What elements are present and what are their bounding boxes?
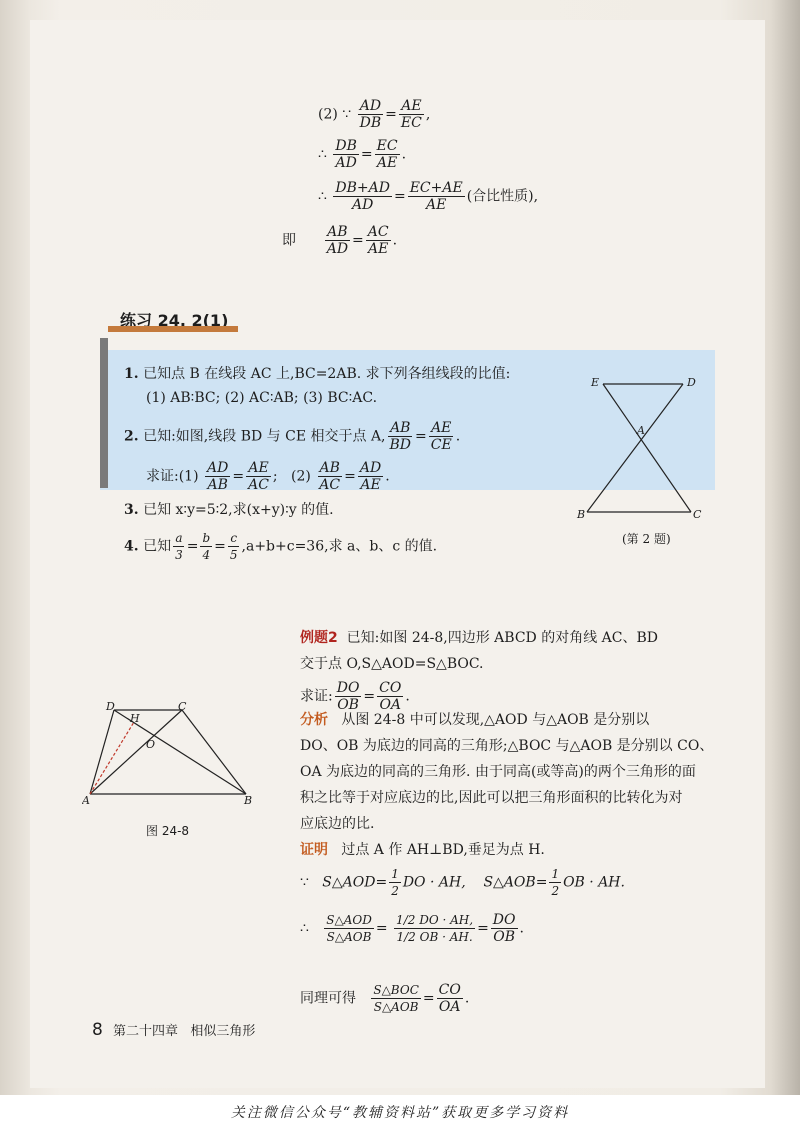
proof-line-3: ∴ $\frac{DB+AD}{AD}$ = $\frac{EC+AE}{AE}$ (合比性质), — [318, 180, 539, 213]
fraction: $\frac{AB}{AC}$ — [319, 460, 341, 493]
ji-label: 即 — [282, 232, 296, 249]
fraction: $\frac{b}{4}$ — [202, 531, 211, 562]
label-c: C — [693, 508, 702, 521]
exercise-figure — [575, 376, 715, 524]
example-text-1: 已知:如图 24-8,四边形 ABCD 的对角线 AC、BD — [346, 630, 659, 646]
analysis-line-3: 积之比等于对应底边的比,因此可以把三角形面积的比转化为对 — [300, 790, 683, 806]
fraction: $\frac{CO}{OA}$ — [379, 680, 402, 713]
exercise-side-bar — [100, 338, 108, 488]
chapter-label: 第二十四章 — [112, 1024, 178, 1039]
label-c: C — [178, 700, 187, 713]
fraction: $\frac{AC}{AE}$ — [367, 224, 389, 257]
exercise-q2-prove: 求证:(1) $\frac{AD}{AB}$ = $\frac{AE}{AC}$ ; (2) $\frac{AB}{AC}$ = $\frac{AD}{AE}$ . — [146, 460, 390, 493]
label-o: O — [146, 738, 156, 751]
fraction: $\frac{AD}{AB}$ — [207, 460, 229, 493]
fraction: $\frac{AB}{BD}$ — [389, 420, 412, 453]
exercise-title: 练习 24. 2(1) — [120, 311, 229, 330]
proof-ratio-line: ∴ $\frac{\text{S△AOD}}{\text{S△AOB}}$ = $\frac{1/2 DO \cdot AH,}{1/2 OB \cdot AH.}$ = $\frac{DO}{OB}$ . — [300, 912, 524, 945]
segment-ec — [603, 384, 691, 512]
proof-same-line: 同理可得 $\frac{\text{S△BOC}}{\text{S△AOB}}$ = $\frac{CO}{OA}$ . — [300, 982, 470, 1015]
exercise-q3: 3. 已知 x∶y=5∶2,求(x+y)∶y 的值. — [124, 502, 334, 518]
label-e: E — [591, 376, 600, 389]
watermark-caption: 关注微信公众号“教辅资料站”获取更多学习资料 — [0, 1095, 800, 1132]
chapter-title: 相似三角形 — [190, 1024, 256, 1039]
fraction: $\frac{1/2 DO \cdot AH,}{1/2 OB \cdot AH.}$ — [396, 913, 474, 944]
proof-line-4: 即 $\frac{AB}{AD}$ = $\frac{AC}{AE}$ . — [282, 224, 398, 257]
label-a: A — [82, 794, 90, 807]
exercise-q2: 2. 已知:如图,线段 BD 与 CE 相交于点 A, $\frac{AB}{BD}$ = $\frac{AE}{CE}$ . — [124, 420, 461, 453]
fraction: $\frac{\text{S△BOC}}{\text{S△AOB}}$ — [373, 983, 419, 1014]
example-label: 例题2 — [300, 630, 338, 646]
label-b: B — [577, 508, 586, 521]
fraction: $\frac{AD}{AE}$ — [359, 460, 382, 493]
fraction: $\frac{1}{2}$ — [551, 867, 560, 898]
label-a: A — [637, 424, 645, 437]
label-d: D — [106, 700, 115, 713]
label-h: H — [130, 712, 140, 725]
example-prove: 求证: $\frac{DO}{OB}$ = $\frac{CO}{OA}$ . — [300, 680, 410, 713]
fraction: $\frac{DB}{AD}$ — [335, 138, 357, 171]
fraction: $\frac{DO}{OB}$ — [336, 680, 360, 713]
page-footer — [92, 1020, 255, 1040]
example-text-2: 交于点 O,S△AOD=S△BOC. — [300, 656, 484, 672]
label-b: B — [244, 794, 253, 807]
fraction: $\frac{DB+AD}{AD}$ — [335, 180, 390, 213]
fraction: $\frac{c}{5}$ — [229, 531, 238, 562]
analysis-line-1: DO、OB 为底边的同高的三角形;△BOC 与△AOB 是分别以 CO、 — [300, 738, 714, 754]
fraction: $\frac{AE}{CE}$ — [430, 420, 452, 453]
analysis-line-2: OA 为底边的同高的三角形. 由于同高(或等高)的两个三角形的面 — [300, 764, 696, 780]
exercise-q4: 4. 已知 $\frac{a}{3}$ = $\frac{b}{4}$ = $\frac{c}{5}$ ,a+b+c=36,求 a、b、c 的值. — [124, 531, 438, 562]
segment-cb — [182, 710, 246, 794]
fraction: $\frac{CO}{OA}$ — [438, 982, 461, 1015]
fraction: $\frac{\text{S△AOD}}{\text{S△AOB}}$ — [326, 913, 372, 944]
step-label: (2) ∵ — [318, 106, 352, 123]
segment-da — [90, 710, 114, 794]
fraction: $\frac{EC+AE}{AE}$ — [409, 180, 463, 213]
fraction: $\frac{1}{2}$ — [391, 867, 399, 898]
figure-24-8-caption: 图 24-8 — [146, 824, 190, 838]
fraction: $\frac{a}{3}$ — [175, 531, 183, 562]
analysis-line-4: 应底边的比. — [300, 816, 375, 832]
therefore-symbol: ∴ — [318, 146, 327, 163]
proof-line-1: (2) ∵ $\frac{AD}{DB}$ = $\frac{AE}{EC}$ , — [318, 98, 431, 131]
therefore-symbol: ∴ — [318, 188, 327, 205]
fraction: $\frac{AD}{DB}$ — [359, 98, 382, 131]
exercise-figure-caption: (第 2 题) — [622, 532, 671, 546]
exercise-q1: 1. 已知点 B 在线段 AC 上,BC=2AB. 求下列各组线段的比值: — [124, 366, 511, 382]
analysis-line-0: 分析 从图 24-8 中可以发现,△AOD 与△AOB 是分别以 — [300, 712, 650, 728]
proof-line-2: ∴ $\frac{DB}{AD}$ = $\frac{EC}{AE}$ . — [318, 138, 407, 171]
segment-db — [587, 384, 683, 512]
proof-start: 证明 过点 A 作 AH⊥BD,垂足为点 H. — [300, 842, 545, 858]
fraction: $\frac{AB}{AD}$ — [326, 224, 349, 257]
fraction: $\frac{EC}{AE}$ — [376, 138, 398, 171]
proof-area-line: ∵ S△AOD= $\frac{1}{2}$ DO · AH, S△AOB= $\frac{1}{2}$ OB · AH. — [300, 867, 625, 898]
page-number: 8 — [92, 1020, 103, 1040]
height-ah — [90, 722, 134, 794]
exercise-q1-parts: (1) AB∶BC; (2) AC∶AB; (3) BC∶AC. — [146, 390, 378, 406]
fraction: $\frac{DO}{OB}$ — [492, 912, 516, 945]
proof-label: 证明 — [300, 842, 328, 858]
fraction: $\frac{AE}{AC}$ — [248, 460, 269, 493]
figure-24-8 — [82, 700, 262, 810]
label-d: D — [687, 376, 696, 389]
fraction: $\frac{AE}{EC}$ — [400, 98, 422, 131]
analysis-label: 分析 — [300, 712, 328, 728]
exercise-title-rule — [108, 326, 238, 348]
example-heading — [300, 628, 658, 648]
